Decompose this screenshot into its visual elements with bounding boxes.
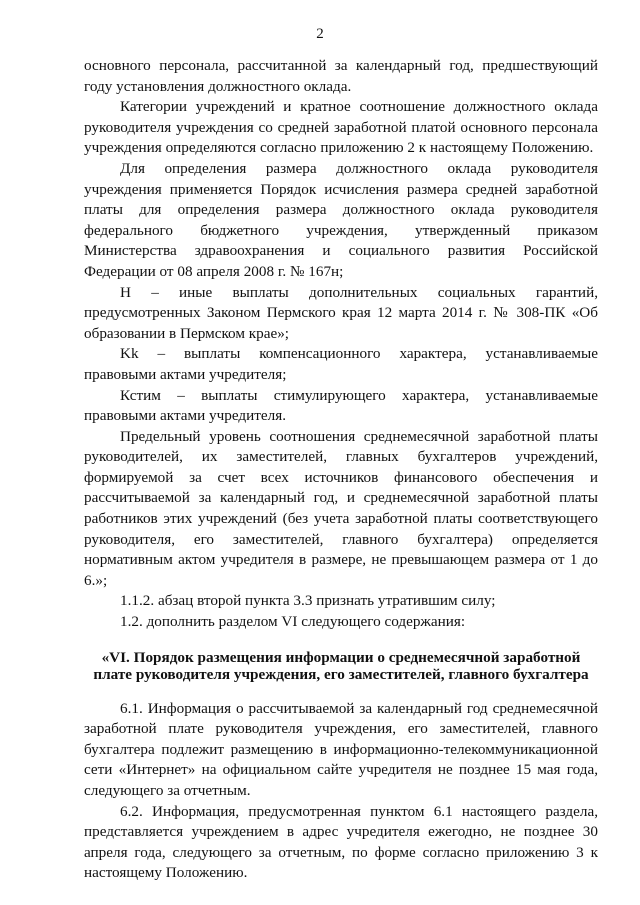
paragraph-kstim-definition: Кстим – выплаты стимулирующего характера, устанавливаемые правовыми актами учредителя.	[84, 386, 598, 425]
paragraph-clause-1-1-2: 1.1.2. абзац второй пункта 3.3 признать утратившим силу;	[120, 592, 496, 610]
paragraph-6-1: 6.1. Информация о рассчитываемой за календарный год среднемесячной заработной плате руководителя учреждения, его заместителей, главного бухгалтера подлежит размещению в информационно-телекоммуникационной сети «Интернет» на официальном сайте учредителя не позднее 15 мая года, следующего за отчетным.	[84, 699, 598, 799]
paragraph-6-2: 6.2. Информация, предусмотренная пунктом 6.1 настоящего раздела, представляется учреждением в адрес учредителя ежегодно, не позднее 30 апреля года, следующего за отчетным, по форме согласно приложению 3 к настоящему Положению.	[84, 802, 598, 882]
paragraph-kk-definition: Kk – выплаты компенсационного характера, устанавливаемые правовыми актами учредителя;	[84, 345, 598, 383]
paragraph-salary-calculation: Для определения размера должностного оклада руководителя учреждения применяется Порядок исчисления размера средней заработной платы для определения размера должностного оклада руководителя федерального бюджетного учреждения, утвержденный приказом Министерства здравоохранения и социального развития Российской Федерации от 08 апреля 2008 г. № 167н;	[84, 159, 598, 280]
page-number: 2	[316, 26, 324, 42]
section-title: «VI. Порядок размещения информации о среднемесячной заработной плате руководителя учреждения, его заместителей, главного бухгалтера	[93, 648, 589, 683]
paragraph-continuation: основного персонала, рассчитанной за календарный год, предшествующий году установления должностного оклада.	[84, 57, 598, 95]
paragraph-h-definition: Н – иные выплаты дополнительных социальных гарантий, предусмотренных Законом Пермского края 12 марта 2014 г. № 308-ПК «Об образовании в Пермском крае»;	[84, 283, 598, 342]
paragraph-categories: Категории учреждений и кратное соотношение должностного оклада руководителя учреждения со средней заработной платой основного персонала учреждения определяются согласно приложению 2 к настоящему Положению.	[84, 98, 598, 157]
document-body	[84, 56, 598, 884]
paragraph-ratio-limit: Предельный уровень соотношения среднемесячной заработной платы руководителей, их заместителей, главных бухгалтеров учреждений, формируемой за счет всех источников финансового обеспечения и рассчитываемой за календарный год, и среднемесячной заработной платы работников этих учреждений (без учета заработной платы соответствующего руководителя, его заместителей, главного бухгалтера) определяется нормативным актом учредителя в размере, не превышающем размера от 1 до 6.»;	[84, 427, 598, 589]
paragraph-clause-1-2: 1.2. дополнить разделом VI следующего содержания:	[120, 613, 466, 631]
